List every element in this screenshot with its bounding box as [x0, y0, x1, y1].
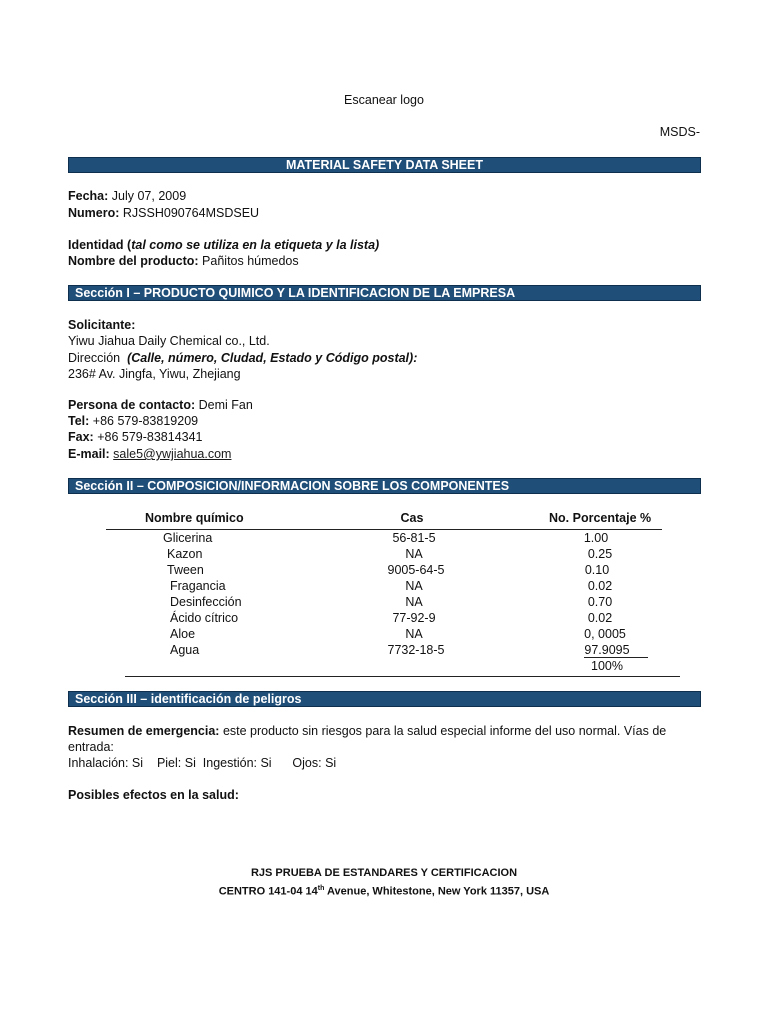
- table-cell-cas: NA: [405, 595, 423, 609]
- table-bottom-rule: [125, 676, 680, 677]
- direccion-label: Dirección: [68, 351, 121, 365]
- efectos-label: [68, 787, 239, 803]
- efectos-label-text: Posibles efectos en la salud:: [68, 788, 239, 802]
- fecha-label: Fecha:: [68, 189, 109, 203]
- table-cell-name: Ácido cítrico: [170, 611, 239, 625]
- fax-value: +86 579-83814341: [97, 430, 203, 444]
- identidad-paren: (: [127, 238, 132, 252]
- section-1-header: Sección I – PRODUCTO QUIMICO Y LA IDENTIFICACION DE LA EMPRESA: [68, 285, 701, 301]
- tel-label: Tel:: [68, 414, 90, 428]
- footer-address-a: CENTRO 141-04 14: [218, 885, 318, 898]
- table-cell-pct: 0, 0005: [584, 627, 626, 641]
- footer-address-sup: th: [317, 885, 325, 892]
- numero-label: Numero:: [68, 206, 120, 220]
- tel-value: +86 579-83819209: [92, 414, 199, 428]
- company-name: Yiwu Jiahua Daily Chemical co., Ltd.: [68, 334, 270, 348]
- table-cell-pct: 0.10: [584, 563, 610, 577]
- resumen-label: Resumen de emergencia:: [68, 724, 220, 738]
- solicitante-label-text: Solicitante:: [68, 318, 136, 332]
- column-header-pct: No. Porcentaje %: [549, 511, 652, 525]
- table-cell-pct: 1.00: [583, 531, 609, 545]
- table-cell-pct: 97.9095: [584, 643, 630, 657]
- resumen-continuation: entrada:: [68, 740, 114, 754]
- identidad-label: Identidad: [68, 238, 124, 252]
- contacto-value: Demi Fan: [198, 398, 253, 412]
- footer-line-2: [0, 881, 768, 900]
- table-cell-cas: NA: [405, 627, 423, 641]
- document-title: MATERIAL SAFETY DATA SHEET: [68, 157, 701, 173]
- email-label: E-mail:: [68, 447, 110, 461]
- column-header-cas: Cas: [400, 511, 424, 525]
- resumen-line: [68, 723, 666, 739]
- document-code: MSDS-: [659, 125, 700, 139]
- table-cell-name: Fragancia: [170, 579, 226, 593]
- section-2-header: Sección II – COMPOSICION/INFORMACION SOBRE LOS COMPONENTES: [68, 478, 701, 494]
- fax-label: Fax:: [68, 430, 94, 444]
- table-cell-name: Kazon: [167, 547, 203, 561]
- table-cell-pct: 0.02: [587, 611, 613, 625]
- table-cell-name: Aloe: [170, 627, 196, 641]
- producto-value: Pañitos húmedos: [202, 254, 299, 268]
- table-cell-name: Glicerina: [163, 531, 213, 545]
- footer-address-b: Avenue, Whitestone, New York 11357, USA: [324, 885, 550, 898]
- table-cell-cas: 56-81-5: [392, 531, 436, 545]
- contacto-label: Persona de contacto:: [68, 398, 196, 412]
- resumen-text: este producto sin riesgos para la salud especial informe del uso normal. Vías de: [222, 724, 667, 738]
- table-cell-pct: 0.25: [587, 547, 613, 561]
- fecha-value: July 07, 2009: [111, 189, 187, 203]
- table-cell-pct: 0.02: [587, 579, 613, 593]
- identidad-note: tal como se utiliza en la etiqueta y la lista): [131, 238, 380, 252]
- producto-label: Nombre del producto:: [68, 254, 199, 268]
- table-cell-cas: 9005-64-5: [387, 563, 445, 577]
- address: 236# Av. Jingfa, Yiwu, Zhejiang: [68, 367, 241, 381]
- section-3-header: Sección III – identificación de peligros: [68, 691, 701, 707]
- table-cell-name: Agua: [170, 643, 200, 657]
- numero-value: RJSSH090764MSDSEU: [122, 206, 260, 220]
- direccion-note: (Calle, número, Cludad, Estado y Código postal):: [127, 351, 418, 365]
- table-cell-name: Desinfección: [170, 595, 242, 609]
- table-cell-cas: 77-92-9: [392, 611, 436, 625]
- column-header-name: Nombre químico: [145, 511, 244, 525]
- table-total: 100%: [591, 659, 623, 673]
- logo-placeholder: Escanear logo: [344, 93, 424, 107]
- table-cell-cas: NA: [405, 547, 423, 561]
- footer-line-1: RJS PRUEBA DE ESTANDARES Y CERTIFICACION: [250, 867, 518, 879]
- table-cell-cas: NA: [405, 579, 423, 593]
- vias-line: Inhalación: Si Piel: Si Ingestión: Si Ojos: Si: [68, 756, 337, 770]
- email-link[interactable]: sale5@ywjiahua.com: [113, 447, 232, 461]
- table-cell-pct: 0.70: [587, 595, 613, 609]
- table-cell-cas: 7732-18-5: [387, 643, 445, 657]
- table-cell-name: Tween: [167, 563, 204, 577]
